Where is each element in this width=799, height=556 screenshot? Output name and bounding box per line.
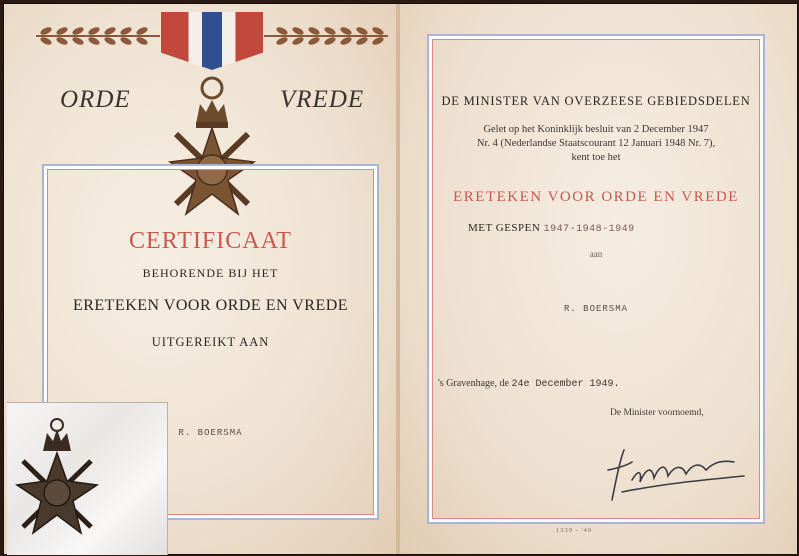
laurel-left-icon [34, 24, 162, 48]
clasps-label: MET GESPEN [468, 222, 541, 234]
medal-photo-inset [7, 402, 168, 555]
aan-label: aan [589, 249, 603, 259]
issued-to-label: UITGEREIKT AAN [151, 335, 270, 349]
signatory-label: De Minister voornoemd, [610, 408, 704, 418]
decree-text [427, 123, 765, 165]
behorende-line: BEHORENDE BIJ HET [142, 266, 279, 280]
decree-line-1: Gelet op het Koninklijk besluit van 2 December 1947 [483, 124, 709, 135]
decoration-name: ERETEKEN VOOR ORDE EN VREDE [72, 297, 349, 314]
place-date-line [438, 378, 619, 390]
decoration-name-red: ERETEKEN VOOR ORDE EN VREDE [453, 189, 739, 205]
ribbon-tricolor [161, 12, 263, 70]
right-page [400, 4, 797, 554]
decree-line-2: Nr. 4 (Nederlandse Staatscourant 12 Januari 1948 Nr. 7), [476, 138, 716, 149]
orde-label: ORDE [60, 86, 131, 113]
place-label: 's Gravenhage, de [438, 378, 509, 389]
vrede-label: VREDE [280, 86, 365, 113]
clasps-years: 1947-1948-1949 [543, 224, 635, 235]
form-code: 1339 - '49 [556, 527, 593, 534]
clasps-line [468, 222, 635, 235]
certificate-scan [3, 3, 798, 555]
medal-photo-icon [9, 417, 119, 542]
recipient-name-right: R. BOERSMA [563, 304, 628, 314]
certificate-title: CERTIFICAAT [129, 228, 292, 254]
laurel-right-icon [262, 24, 390, 48]
decree-line-3: kent toe het [571, 152, 621, 163]
issue-date: 24e December 1949. [511, 379, 620, 390]
minister-heading: DE MINISTER VAN OVERZEESE GEBIEDSDELEN [441, 94, 751, 108]
signature-mark [602, 440, 752, 504]
recipient-name: R. BOERSMA [178, 428, 243, 438]
